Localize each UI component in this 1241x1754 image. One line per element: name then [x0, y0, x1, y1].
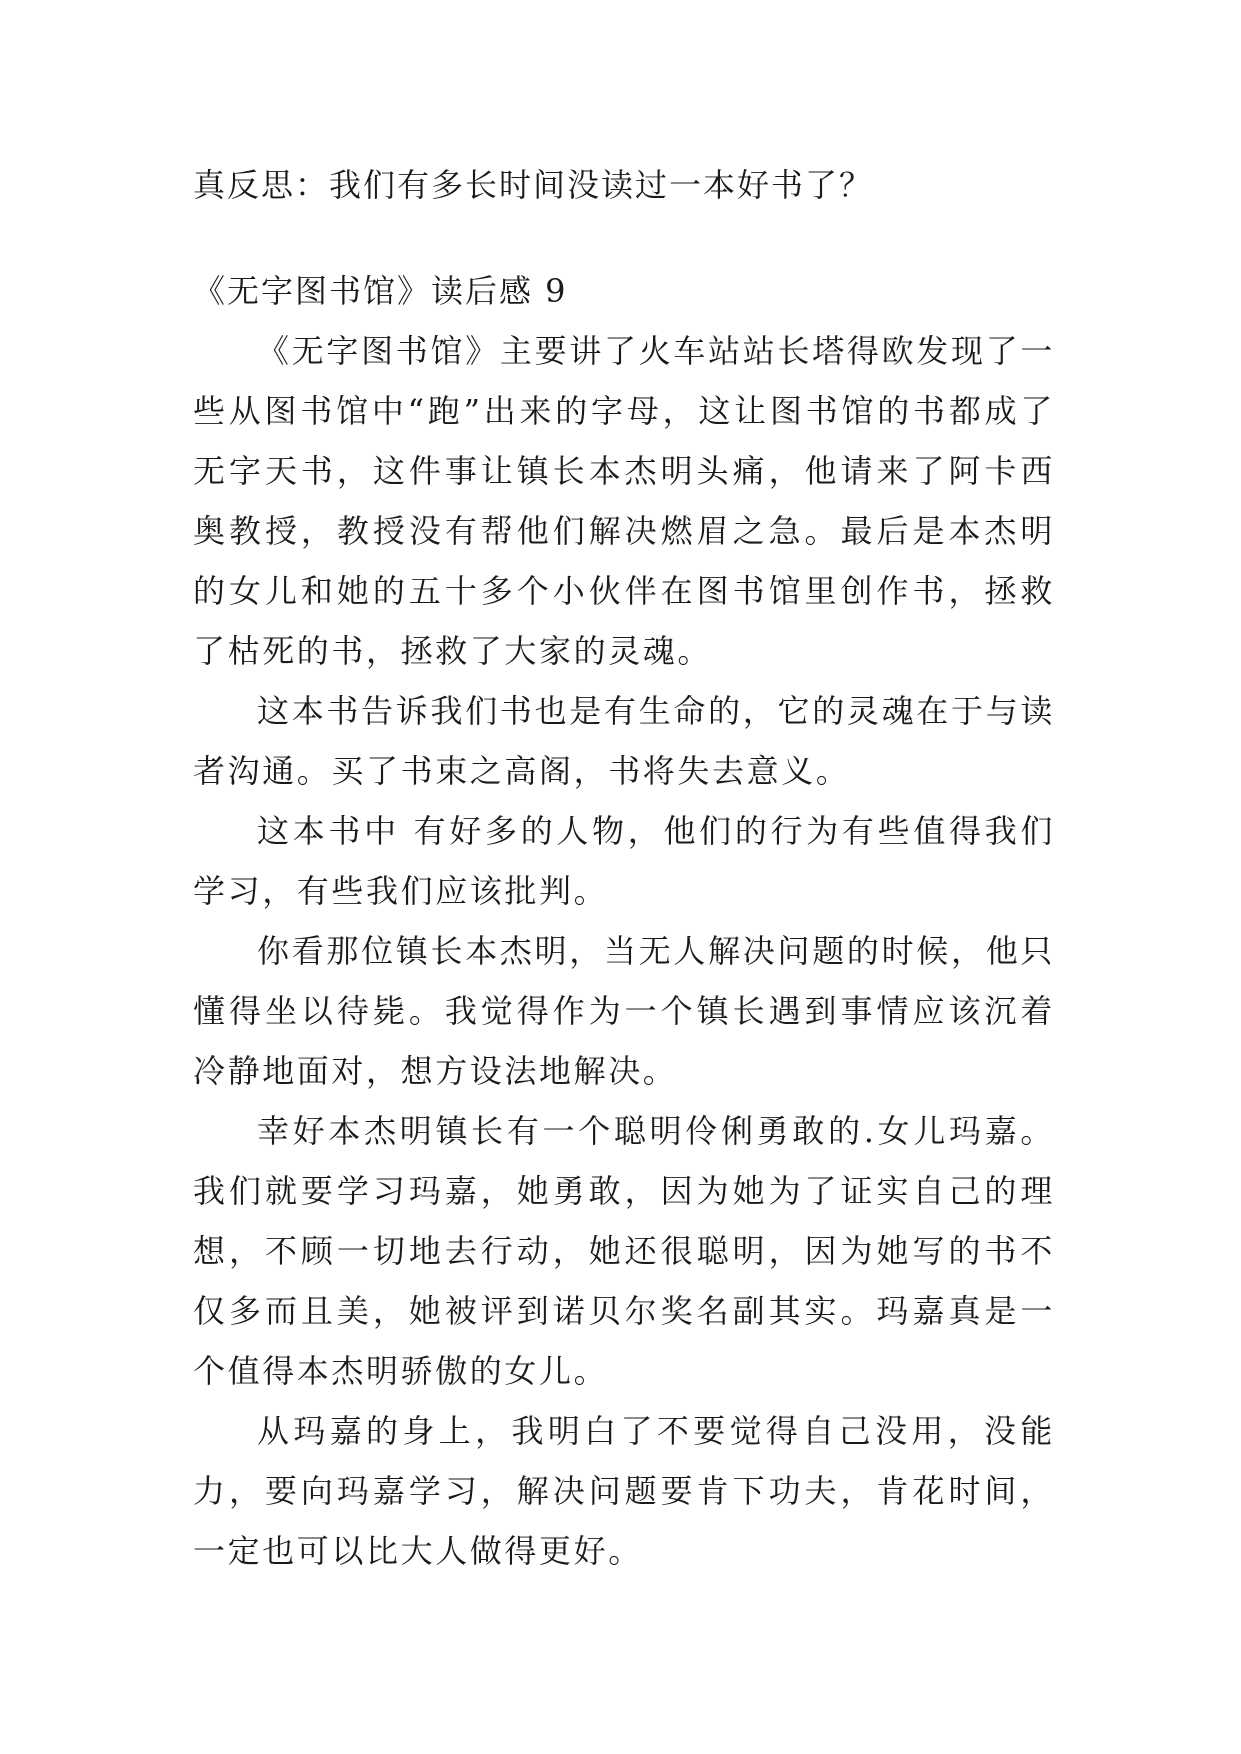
paragraph-5: 幸好本杰明镇长有一个聪明伶俐勇敢的.女儿玛嘉。我们就要学习玛嘉，她勇敢，因为她为了证实自己的理想，不顾一切地去行动，她还很聪明，因为她写的书不仅多而且美，她被评到诺贝尔奖名副其实。玛嘉真是一个值得本杰明骄傲的女儿。 [193, 1112, 1055, 1390]
document-page [193, 155, 1055, 1581]
intro-line: 真反思：我们有多长时间没读过一本好书了？ [193, 166, 874, 204]
paragraph-6: 从玛嘉的身上，我明白了不要觉得自己没用，没能力，要向玛嘉学习，解决问题要肯下功夫，肯花时间，一定也可以比大人做得更好。 [193, 1412, 1055, 1570]
paragraph-4: 你看那位镇长本杰明，当无人解决问题的时候，他只懂得坐以待毙。我觉得作为一个镇长遇到事情应该沉着冷静地面对，想方设法地解决。 [193, 932, 1055, 1090]
paragraph-1: 《无字图书馆》主要讲了火车站站长塔得欧发现了一些从图书馆中“跑”出来的字母，这让图书馆的书都成了无字天书，这件事让镇长本杰明头痛，他请来了阿卡西奥教授，教授没有帮他们解决燃眉之急。最后是本杰明的女儿和她的五十多个小伙伴在图书馆里创作书，拯救了枯死的书，拯救了大家的灵魂。 [193, 332, 1055, 670]
paragraph-3: 这本书中 有好多的人物，他们的行为有些值得我们学习，有些我们应该批判。 [193, 812, 1055, 910]
paragraph-2: 这本书告诉我们书也是有生命的，它的灵魂在于与读者沟通。买了书束之高阁，书将失去意义。 [193, 692, 1055, 790]
section-heading: 《无字图书馆》读后感 9 [193, 272, 568, 310]
